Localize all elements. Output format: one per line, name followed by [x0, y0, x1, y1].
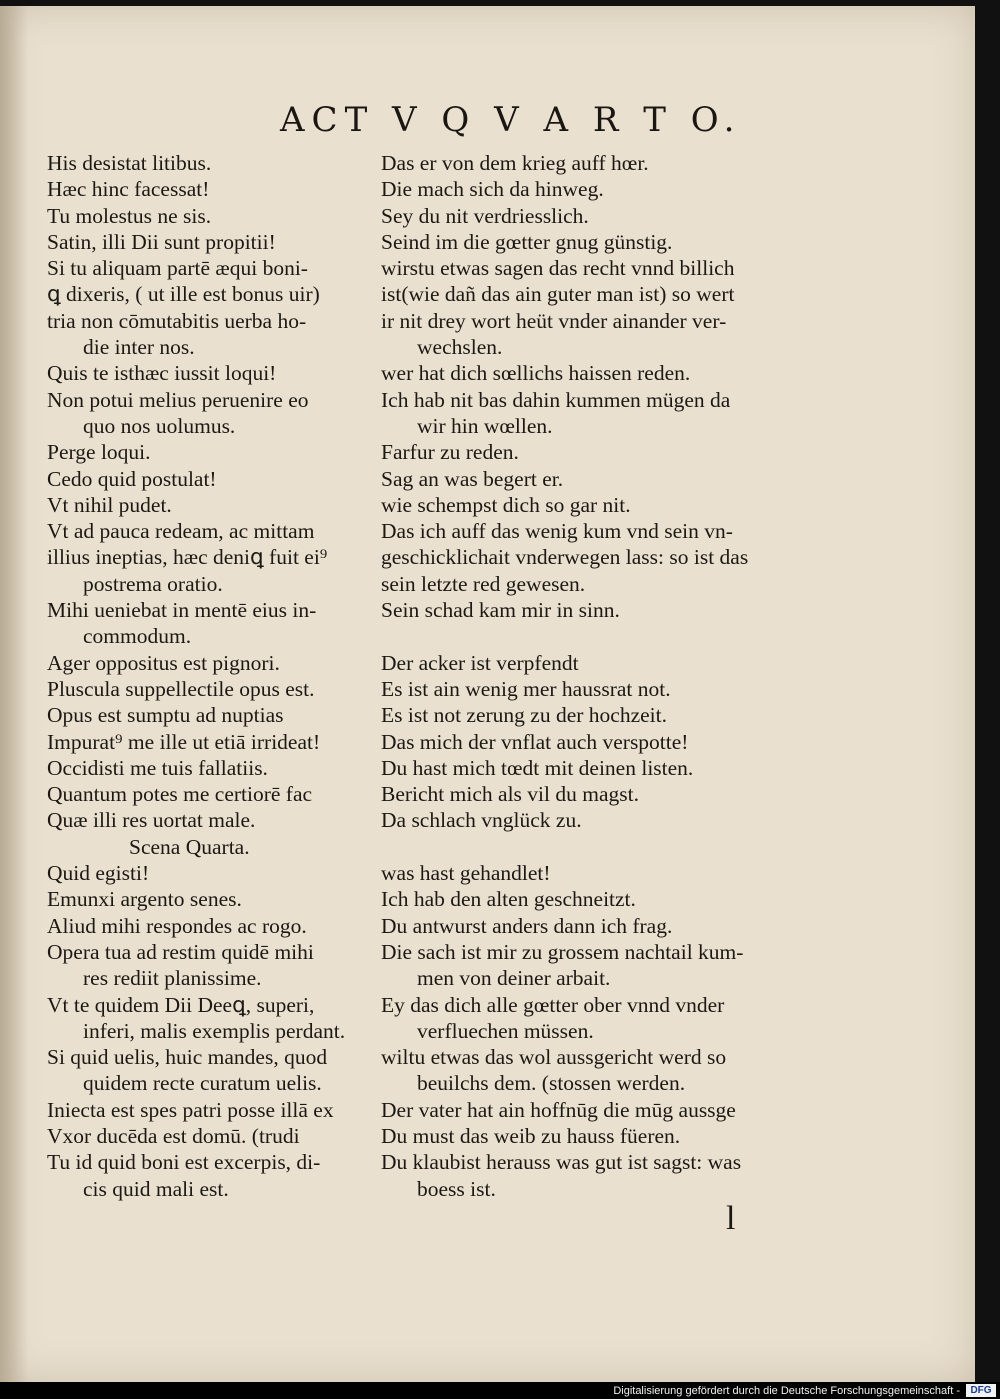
- latin-line: Vt nihil pudet.: [47, 492, 172, 517]
- german-line: [381, 834, 811, 860]
- german-line: Der vater hat ain hoffnūg die mūg aussge: [381, 1097, 736, 1122]
- latin-line: tria non cōmutabitis uerba ho-: [47, 308, 307, 333]
- latin-line: Vt te quidem Dii Deeꝗ, superi,: [47, 992, 315, 1017]
- latin-line: quidem recte curatum uelis.: [83, 1071, 322, 1096]
- latin-line: res rediit planissime.: [83, 966, 262, 991]
- latin-line: quo nos uolumus.: [83, 413, 236, 438]
- german-line: Das er von dem krieg auff hœr.: [381, 151, 649, 175]
- german-line: wiltu etwas das wol aussgericht werd so: [381, 1045, 727, 1070]
- german-column: [381, 150, 811, 1202]
- latin-line: Impurat⁹ me ille ut etiā irrideat!: [47, 729, 321, 754]
- german-line: Ich hab den alten geschneitzt.: [381, 887, 636, 912]
- signature-mark: l: [726, 1200, 736, 1237]
- latin-line: Si tu aliquam partē æqui boni-: [47, 256, 308, 281]
- german-line: Die sach ist mir zu grossem nachtail kum-: [381, 939, 744, 964]
- german-line: Da schlach vnglück zu.: [381, 808, 582, 833]
- latin-line: His desistat litibus.: [47, 151, 212, 175]
- german-line: Bericht mich als vil du magst.: [381, 782, 639, 807]
- binding-shadow: [0, 6, 28, 1382]
- latin-line: commodum.: [83, 624, 192, 649]
- latin-line: Iniecta est spes patri posse illā ex: [47, 1097, 334, 1122]
- german-line: boess ist.: [417, 1176, 496, 1201]
- german-line: sein letzte red gewesen.: [381, 571, 586, 596]
- german-line: Du klaubist herauss was gut ist sagst: was: [381, 1150, 742, 1175]
- german-line: Die mach sich da hinweg.: [381, 177, 604, 202]
- german-line: geschicklichait vnderwegen lass: so ist das: [381, 545, 749, 570]
- german-line: Es ist ain wenig mer haussrat not.: [381, 676, 671, 701]
- latin-line: Occidisti me tuis fallatiis.: [47, 755, 268, 780]
- german-line: Das mich der vnflat auch verspotte!: [381, 729, 689, 754]
- latin-line: Vt ad pauca redeam, ac mittam: [47, 519, 315, 544]
- german-line: Ich hab nit bas dahin kummen mügen da: [381, 387, 731, 412]
- german-line: men von deiner arbait.: [417, 966, 611, 991]
- german-line: wie schempst dich so gar nit.: [381, 492, 631, 517]
- german-line: Du hast mich tœdt mit deinen listen.: [381, 755, 694, 780]
- funding-notice: Digitalisierung gefördert durch die Deutsche Forschungsgemeinschaft -: [613, 1385, 960, 1397]
- german-line: beuilchs dem. (stossen werden.: [417, 1071, 686, 1096]
- latin-line: ꝗ dixeris, ( ut ille est bonus uir): [47, 282, 320, 307]
- latin-line: postrema oratio.: [83, 571, 223, 596]
- latin-line: Scena Quarta.: [129, 834, 250, 859]
- german-line: Sey du nit verdriesslich.: [381, 203, 589, 228]
- latin-line: Pluscula suppellectile opus est.: [47, 676, 315, 701]
- latin-line: Cedo quid postulat!: [47, 466, 217, 491]
- latin-line: Si quid uelis, huic mandes, quod: [47, 1045, 328, 1070]
- german-line: wechslen.: [417, 335, 503, 360]
- latin-line: Quantum potes me certiorē fac: [47, 782, 313, 807]
- german-line: was hast gehandlet!: [381, 861, 551, 886]
- latin-line: illius ineptias, hæc deniꝗ fuit ei⁹: [47, 545, 328, 570]
- latin-line: Non potui melius peruenire eo: [47, 387, 309, 412]
- german-line: Sein schad kam mir in sinn.: [381, 598, 620, 623]
- german-line: Seind im die gœtter gnug günstig.: [381, 229, 673, 254]
- running-head: ACT V Q V A R T O.: [280, 100, 742, 140]
- latin-line: Opus est sumptu ad nuptias: [47, 703, 284, 728]
- german-line: wir hin wœllen.: [417, 413, 553, 438]
- latin-line: Aliud mihi respondes ac rogo.: [47, 913, 307, 938]
- latin-line: inferi, malis exemplis perdant.: [83, 1018, 346, 1043]
- german-line: verfluechen müssen.: [417, 1018, 594, 1043]
- german-line: [381, 623, 811, 649]
- german-line: Der acker ist verpfendt: [381, 650, 579, 675]
- latin-line: Emunxi argento senes.: [47, 887, 242, 912]
- latin-line: die inter nos.: [83, 335, 195, 360]
- latin-line: cis quid mali est.: [83, 1176, 229, 1201]
- german-line: wirstu etwas sagen das recht vnnd billich: [381, 256, 735, 281]
- latin-line: Tu id quid boni est excerpis, di-: [47, 1150, 321, 1175]
- dfg-logo: DFG: [966, 1384, 996, 1397]
- latin-line: Satin, illi Dii sunt propitii!: [47, 229, 276, 254]
- german-line: Sag an was begert er.: [381, 466, 564, 491]
- german-line: Ey das dich alle gœtter ober vnnd vnder: [381, 992, 725, 1017]
- latin-line: Opera tua ad restim quidē mihi: [47, 939, 314, 964]
- german-line: Du antwurst anders dann ich frag.: [381, 913, 673, 938]
- german-line: ir nit drey wort heüt vnder ainander ver-: [381, 308, 727, 333]
- latin-line: Ager oppositus est pignori.: [47, 650, 280, 675]
- german-line: Das ich auff das wenig kum vnd sein vn-: [381, 519, 733, 544]
- german-line: Du must das weib zu hauss füeren.: [381, 1123, 681, 1148]
- latin-line: Quæ illi res uortat male.: [47, 808, 256, 833]
- latin-line: Quid egisti!: [47, 861, 150, 886]
- german-line: ist(wie dañ das ain guter man ist) so wert: [381, 282, 735, 307]
- german-line: Es ist not zerung zu der hochzeit.: [381, 703, 667, 728]
- latin-line: Vxor ducēda est domū. (trudi: [47, 1123, 300, 1148]
- latin-line: Hæc hinc facessat!: [47, 177, 210, 202]
- latin-line: Mihi ueniebat in mentē eius in-: [47, 598, 317, 623]
- latin-line: Tu molestus ne sis.: [47, 203, 212, 228]
- german-line: Farfur zu reden.: [381, 440, 519, 465]
- latin-line: Quis te isthæc iussit loqui!: [47, 361, 277, 386]
- german-line: wer hat dich sœllichs haissen reden.: [381, 361, 691, 386]
- latin-line: Perge loqui.: [47, 440, 151, 465]
- latin-column: [47, 150, 377, 1202]
